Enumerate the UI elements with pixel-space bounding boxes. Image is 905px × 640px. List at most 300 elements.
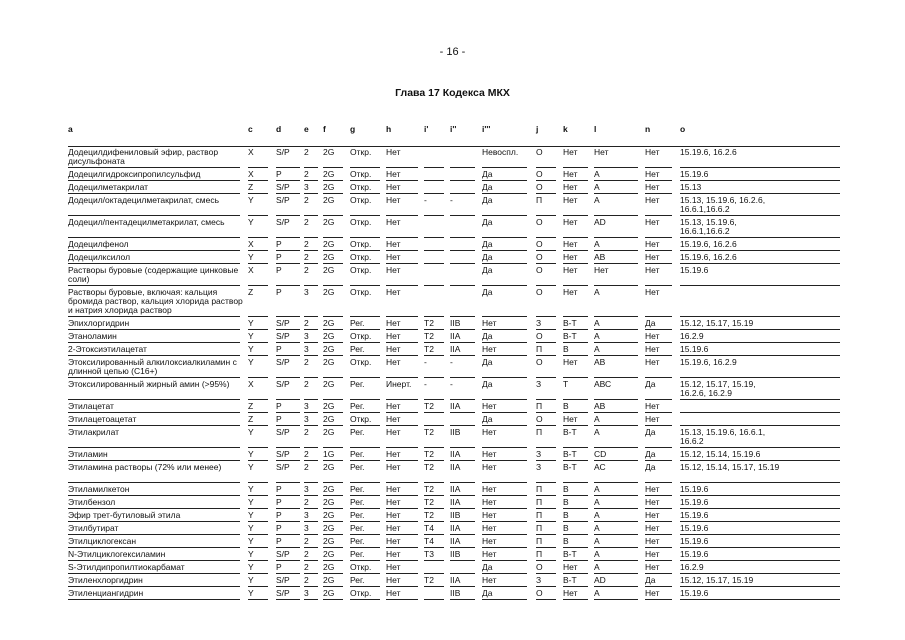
cell-j: О [536, 265, 543, 275]
cell-d: P [276, 536, 282, 546]
cell-a: Этилацетат [68, 401, 114, 411]
cell-c: Y [248, 510, 254, 520]
cell-k: В [563, 536, 569, 546]
column-header: e [304, 124, 309, 134]
cell-k: Нет [563, 252, 578, 262]
cell-n: Нет [645, 588, 660, 598]
cell-c: Y [248, 562, 254, 572]
cell-a: 2-Этоксиэтилацетат [68, 344, 147, 354]
cell-g: Рег. [350, 379, 365, 389]
column-header: j [536, 124, 539, 134]
cell-i2: IIB [450, 427, 461, 437]
cell-d: S/P [276, 588, 290, 598]
table-row [0, 561, 905, 574]
cell-underline [450, 599, 475, 600]
cell-i3: Нет [482, 484, 497, 494]
cell-j: О [536, 169, 543, 179]
cell-n: Да [645, 318, 656, 328]
cell-f: 2G [323, 497, 335, 507]
cell-underline [386, 599, 418, 600]
cell-g: Рег. [350, 344, 365, 354]
cell-o: 15.19.6 [680, 344, 709, 354]
cell-c: Z [248, 401, 254, 411]
cell-a: Этиламин [68, 449, 108, 459]
cell-underline [536, 599, 556, 600]
cell-e: 3 [304, 182, 309, 192]
cell-i1: Т2 [424, 401, 434, 411]
cell-n: Да [645, 449, 656, 459]
cell-i1: Т2 [424, 497, 434, 507]
cell-d: P [276, 169, 282, 179]
cell-j: О [536, 217, 543, 227]
cell-g: Откр. [350, 217, 372, 227]
cell-k: В [563, 484, 569, 494]
cell-h: Нет [386, 318, 401, 328]
cell-i1: Т2 [424, 427, 434, 437]
cell-l: А [594, 414, 600, 424]
cell-n: Нет [645, 195, 660, 205]
cell-d: P [276, 562, 282, 572]
cell-c: Y [248, 497, 254, 507]
cell-c: Y [248, 318, 254, 328]
cell-e: 2 [304, 217, 309, 227]
cell-n: Нет [645, 344, 660, 354]
cell-h: Нет [386, 344, 401, 354]
cell-a: Этилбутират [68, 523, 119, 533]
cell-d: P [276, 484, 282, 494]
cell-i3: Да [482, 169, 493, 179]
table-row [0, 216, 905, 238]
cell-i2: IIA [450, 462, 461, 472]
cell-i3: Да [482, 379, 493, 389]
cell-j: О [536, 147, 543, 157]
cell-a: Этиламилкетон [68, 484, 130, 494]
cell-underline [248, 599, 268, 600]
table-row [0, 330, 905, 343]
cell-j: О [536, 414, 543, 424]
cell-a: Этиламина растворы (72% или менее) [68, 462, 222, 472]
cell-f: 2G [323, 536, 335, 546]
cell-j: П [536, 195, 543, 205]
cell-i2: - [450, 195, 453, 205]
cell-i2: - [450, 379, 453, 389]
cell-o: 15.19.6 [680, 588, 709, 598]
cell-i1: - [424, 195, 427, 205]
cell-j: З [536, 449, 542, 459]
cell-a: Этоксилированный жирный амин (>95%) [68, 379, 230, 389]
cell-o: 15.12, 15.14, 15.19.6 [680, 449, 761, 459]
cell-n: Нет [645, 357, 660, 367]
cell-j: П [536, 484, 543, 494]
cell-g: Откр. [350, 588, 372, 598]
cell-k: Нет [563, 217, 578, 227]
cell-o: 15.19.6 [680, 536, 709, 546]
cell-k: В [563, 344, 569, 354]
cell-n: Нет [645, 217, 660, 227]
cell-d: S/P [276, 427, 290, 437]
column-header: o [680, 124, 686, 134]
cell-underline [594, 599, 638, 600]
cell-g: Откр. [350, 265, 372, 275]
cell-j: П [536, 401, 543, 411]
cell-o: 16.2.9 [680, 331, 704, 341]
cell-l: AD [594, 217, 606, 227]
cell-k: В [563, 523, 569, 533]
cell-k: Нет [563, 147, 578, 157]
cell-h: Нет [386, 287, 401, 297]
cell-j: О [536, 588, 543, 598]
cell-i3: Да [482, 182, 493, 192]
cell-h: Нет [386, 239, 401, 249]
column-header: h [386, 124, 392, 134]
cell-o: 15.19.6, 16.2.6 [680, 239, 737, 249]
cell-i2: IIA [450, 575, 461, 585]
cell-e: 2 [304, 265, 309, 275]
cell-n: Да [645, 575, 656, 585]
cell-i3: Нет [482, 462, 497, 472]
cell-h: Нет [386, 549, 401, 559]
cell-d: P [276, 252, 282, 262]
table-row [0, 496, 905, 509]
cell-n: Да [645, 462, 656, 472]
cell-g: Откр. [350, 414, 372, 424]
cell-i3: Нет [482, 318, 497, 328]
cell-c: Z [248, 414, 254, 424]
cell-i3: Нет [482, 344, 497, 354]
cell-n: Да [645, 379, 656, 389]
cell-f: 2G [323, 252, 335, 262]
cell-e: 3 [304, 523, 309, 533]
cell-l: А [594, 344, 600, 354]
cell-f: 2G [323, 318, 335, 328]
cell-a: Этилбензол [68, 497, 116, 507]
cell-k: Нет [563, 588, 578, 598]
cell-a: Додецилгидроксипропилсульфид [68, 169, 201, 179]
cell-g: Рег. [350, 318, 365, 328]
cell-i3: Нет [482, 449, 497, 459]
cell-o: 15.13, 15.19.6, 16.2.6, 16.6.1,16.6.2 [680, 195, 766, 214]
cell-g: Рег. [350, 462, 365, 472]
cell-k: Нет [563, 195, 578, 205]
cell-g: Откр. [350, 239, 372, 249]
cell-d: S/P [276, 182, 290, 192]
cell-i2: IIA [450, 331, 461, 341]
cell-l: АВ [594, 357, 606, 367]
cell-i1: Т3 [424, 549, 434, 559]
cell-i1: Т4 [424, 523, 434, 533]
cell-n: Нет [645, 510, 660, 520]
cell-i2: IIA [450, 401, 461, 411]
cell-f: 2G [323, 287, 335, 297]
cell-j: П [536, 344, 543, 354]
cell-l: А [594, 182, 600, 192]
cell-i2: - [450, 357, 453, 367]
cell-f: 2G [323, 401, 335, 411]
cell-l: А [594, 331, 600, 341]
cell-k: В [563, 401, 569, 411]
cell-o: 15.19.6 [680, 265, 709, 275]
cell-n: Нет [645, 265, 660, 275]
cell-f: 2G [323, 414, 335, 424]
cell-i3: Да [482, 357, 493, 367]
cell-o: 15.13, 15.19.6, 16.6.1,16.6.2 [680, 217, 737, 236]
column-header: a [68, 124, 73, 134]
cell-o: 15.19.6, 16.2.6 [680, 252, 737, 262]
cell-o: 15.19.6 [680, 549, 709, 559]
cell-k: В-Т [563, 331, 577, 341]
cell-underline [68, 599, 240, 600]
cell-k: Нет [563, 562, 578, 572]
cell-i3: Да [482, 195, 493, 205]
cell-f: 2G [323, 523, 335, 533]
cell-c: Y [248, 449, 254, 459]
cell-c: X [248, 265, 254, 275]
cell-a: Этоксилированный алкилоксиалкиламин с длинной цепью (С16+) [68, 357, 237, 376]
table-row [0, 413, 905, 426]
cell-i2: IIB [450, 318, 461, 328]
cell-j: О [536, 357, 543, 367]
cell-g: Откр. [350, 195, 372, 205]
cell-e: 3 [304, 414, 309, 424]
chapter-title: Глава 17 Кодекса МКХ [395, 87, 510, 99]
cell-i3: Нет [482, 427, 497, 437]
cell-underline [350, 599, 380, 600]
cell-c: Y [248, 575, 254, 585]
cell-e: 2 [304, 462, 309, 472]
cell-o: 15.19.6 [680, 497, 709, 507]
cell-h: Нет [386, 182, 401, 192]
cell-l: AD [594, 575, 606, 585]
cell-i1: Т2 [424, 462, 434, 472]
cell-i2: IIB [450, 588, 461, 598]
cell-l: АС [594, 462, 606, 472]
cell-e: 2 [304, 562, 309, 572]
table-row [0, 264, 905, 286]
cargo-table [0, 146, 905, 600]
cell-h: Нет [386, 252, 401, 262]
table-row [0, 194, 905, 216]
cell-l: А [594, 318, 600, 328]
cell-k: В-Т [563, 318, 577, 328]
column-header: c [248, 124, 253, 134]
cell-i2: IIA [450, 484, 461, 494]
cell-underline [563, 599, 588, 600]
cell-d: S/P [276, 331, 290, 341]
column-header: i'' [450, 124, 457, 134]
cell-n: Да [645, 427, 656, 437]
cell-h: Нет [386, 217, 401, 227]
cell-o: 15.13, 15.19.6, 16.6.1, 16.6.2 [680, 427, 766, 446]
cell-l: CD [594, 449, 607, 459]
cell-h: Нет [386, 414, 401, 424]
cell-c: X [248, 379, 254, 389]
table-row [0, 574, 905, 587]
cell-l: А [594, 169, 600, 179]
cell-c: Y [248, 252, 254, 262]
cell-a: Этиленхлоргидрин [68, 575, 143, 585]
cell-h: Нет [386, 562, 401, 572]
cell-d: P [276, 239, 282, 249]
cell-g: Рег. [350, 427, 365, 437]
cell-l: А [594, 239, 600, 249]
cell-f: 2G [323, 379, 335, 389]
cell-g: Откр. [350, 331, 372, 341]
cell-i3: Нет [482, 510, 497, 520]
cell-d: P [276, 510, 282, 520]
cell-h: Нет [386, 169, 401, 179]
cell-h: Нет [386, 331, 401, 341]
cell-a: Эфир трет-бутиловый этила [68, 510, 181, 520]
cell-l: А [594, 588, 600, 598]
page-number: - 16 - [439, 46, 466, 58]
table-row [0, 483, 905, 496]
cell-c: Y [248, 357, 254, 367]
cell-o: 15.19.6 [680, 510, 709, 520]
cell-f: 2G [323, 549, 335, 559]
cell-c: Z [248, 182, 254, 192]
cell-j: З [536, 379, 542, 389]
cell-i3: Нет [482, 497, 497, 507]
cell-c: Y [248, 195, 254, 205]
cell-f: 2G [323, 182, 335, 192]
cell-d: P [276, 265, 282, 275]
cell-j: О [536, 287, 543, 297]
cell-d: S/P [276, 379, 290, 389]
cell-j: П [536, 523, 543, 533]
cell-a: Этаноламин [68, 331, 117, 341]
cell-a: Растворы буровые (содержащие цинковые соли) [68, 265, 239, 284]
cell-o: 15.13 [680, 182, 702, 192]
cell-o: 15.19.6, 16.2.6 [680, 147, 737, 157]
cell-c: X [248, 239, 254, 249]
cell-k: В [563, 510, 569, 520]
cell-g: Рег. [350, 575, 365, 585]
cell-h: Нет [386, 536, 401, 546]
cell-o: 15.19.6 [680, 169, 709, 179]
cell-n: Нет [645, 536, 660, 546]
cell-j: З [536, 318, 542, 328]
cell-d: P [276, 414, 282, 424]
cell-i1: - [424, 379, 427, 389]
cell-c: Z [248, 287, 254, 297]
table-row [0, 168, 905, 181]
cell-a: Додецилфенол [68, 239, 129, 249]
table-row [0, 356, 905, 378]
cell-i1: Т2 [424, 510, 434, 520]
cell-i3: Невоспл. [482, 147, 519, 157]
cell-i2: IIA [450, 449, 461, 459]
cell-i3: Нет [482, 536, 497, 546]
cell-d: P [276, 401, 282, 411]
table-row [0, 181, 905, 194]
cell-c: X [248, 147, 254, 157]
cell-n: Нет [645, 169, 660, 179]
cell-i3: Нет [482, 549, 497, 559]
cell-h: Нет [386, 588, 401, 598]
cell-f: 2G [323, 588, 335, 598]
table-row [0, 426, 905, 448]
cell-d: P [276, 523, 282, 533]
cell-a: Этилацетоацетат [68, 414, 137, 424]
cell-c: Y [248, 427, 254, 437]
cell-i1: Т2 [424, 344, 434, 354]
cell-k: Нет [563, 265, 578, 275]
cell-underline [276, 599, 300, 600]
cell-l: А [594, 536, 600, 546]
cell-j: О [536, 182, 543, 192]
cell-e: 3 [304, 510, 309, 520]
cell-i2: IIA [450, 497, 461, 507]
table-row [0, 146, 905, 168]
cell-i1: Т2 [424, 331, 434, 341]
cell-i2: IIB [450, 510, 461, 520]
cell-l: Нет [594, 265, 609, 275]
table-row [0, 378, 905, 400]
cell-f: 2G [323, 239, 335, 249]
cell-n: Нет [645, 331, 660, 341]
cell-i3: Нет [482, 401, 497, 411]
cell-e: 2 [304, 379, 309, 389]
cell-i1: Т2 [424, 484, 434, 494]
cell-d: S/P [276, 147, 290, 157]
column-header: l [594, 124, 597, 134]
cell-c: Y [248, 523, 254, 533]
cell-j: О [536, 252, 543, 262]
cell-i3: Да [482, 588, 493, 598]
cell-g: Рег. [350, 510, 365, 520]
column-header: g [350, 124, 356, 134]
cell-e: 3 [304, 588, 309, 598]
cell-f: 2G [323, 331, 335, 341]
cell-n: Нет [645, 414, 660, 424]
cell-a: Этилциклогексан [68, 536, 137, 546]
cell-g: Рег. [350, 536, 365, 546]
cell-j: П [536, 427, 543, 437]
cell-h: Нет [386, 484, 401, 494]
cell-h: Нет [386, 195, 401, 205]
cell-k: Нет [563, 169, 578, 179]
cell-f: 2G [323, 427, 335, 437]
cell-e: 2 [304, 536, 309, 546]
cell-n: Нет [645, 252, 660, 262]
cell-j: О [536, 331, 543, 341]
cell-e: 3 [304, 287, 309, 297]
cell-l: АВС [594, 379, 612, 389]
table-row [0, 522, 905, 535]
cell-i3: Да [482, 414, 493, 424]
cell-k: Нет [563, 182, 578, 192]
cell-k: В-Т [563, 575, 577, 585]
cell-l: АВ [594, 252, 606, 262]
cell-g: Откр. [350, 182, 372, 192]
cell-o: 15.19.6 [680, 523, 709, 533]
cell-a: Додецил/октадецилметакрилат, смесь [68, 195, 220, 205]
cell-e: 3 [304, 484, 309, 494]
cell-e: 2 [304, 427, 309, 437]
cell-f: 2G [323, 265, 335, 275]
cell-f: 2G [323, 357, 335, 367]
cell-h: Инерт. [386, 379, 412, 389]
cell-a: Этилакрилат [68, 427, 120, 437]
cell-h: Нет [386, 427, 401, 437]
cell-i1: Т2 [424, 449, 434, 459]
cell-k: Нет [563, 287, 578, 297]
cell-i1: Т4 [424, 536, 434, 546]
cell-d: S/P [276, 462, 290, 472]
cell-k: В-Т [563, 427, 577, 437]
cell-h: Нет [386, 449, 401, 459]
cell-h: Нет [386, 575, 401, 585]
